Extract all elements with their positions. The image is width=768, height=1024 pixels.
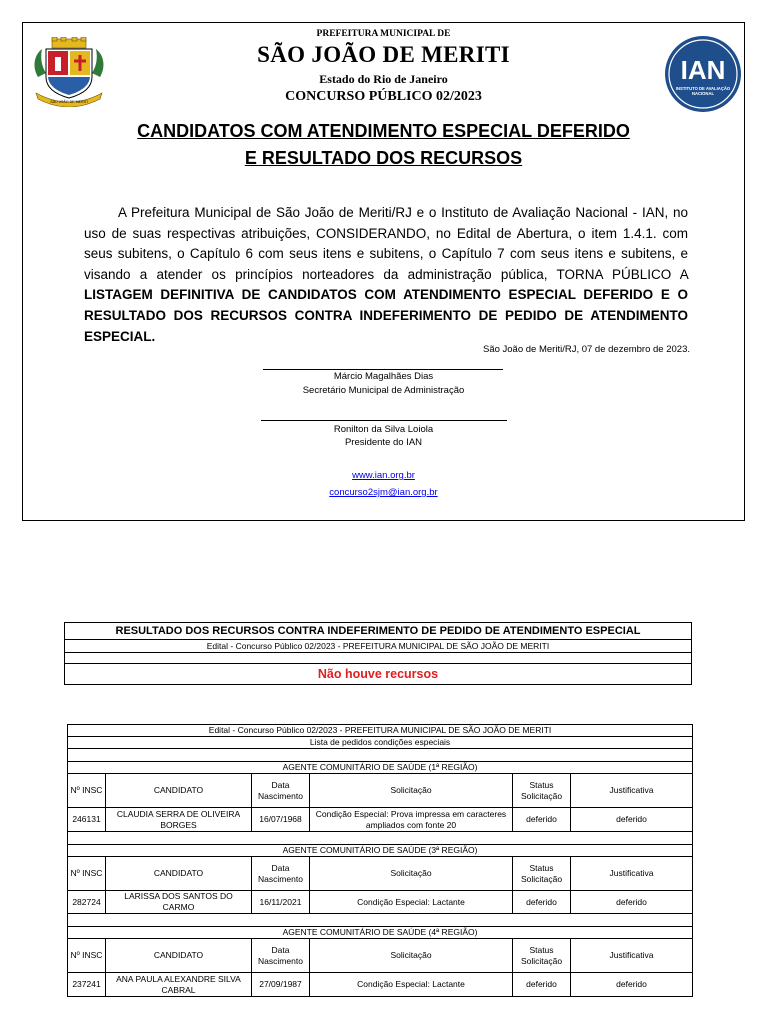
crest-motto: SÃO JOÃO DE MERITI — [50, 100, 88, 104]
cell-justificativa: deferido — [571, 973, 693, 997]
col-candidato: CANDIDATO — [106, 857, 252, 891]
col-candidato: CANDIDATO — [106, 939, 252, 973]
cell-nascimento: 16/11/2021 — [252, 891, 310, 914]
cell-solicitacao: Condição Especial: Lactante — [310, 973, 513, 997]
table-row — [68, 808, 693, 832]
column-header-row — [68, 774, 693, 808]
cell-justificativa: deferido — [571, 891, 693, 914]
col-nascimento: Data Nascimento — [252, 857, 310, 891]
col-status: Status Solicitação — [513, 857, 571, 891]
header-box — [22, 22, 745, 521]
cell-candidato: LARISSA DOS SANTOS DO CARMO — [106, 891, 252, 914]
ian-logo-caption-1: INSTITUTO DE AVALIAÇÃO — [675, 86, 731, 91]
column-header-row — [68, 857, 693, 891]
document-title-line-2: E RESULTADO DOS RECURSOS — [244, 148, 523, 168]
empty-row — [68, 832, 693, 845]
cell-status: deferido — [513, 891, 571, 914]
col-justificativa: Justificativa — [571, 774, 693, 808]
signature-line-2 — [261, 420, 507, 421]
header-state: Estado do Rio de Janeiro — [319, 72, 448, 86]
cell-status: deferido — [513, 973, 571, 997]
candidates-table — [67, 724, 693, 997]
cell-candidato: ANA PAULA ALEXANDRE SILVA CABRAL — [106, 973, 252, 997]
col-solicitacao: Solicitação — [310, 774, 513, 808]
col-status: Status Solicitação — [513, 939, 571, 973]
group-title: AGENTE COMUNITÁRIO DE SAÚDE (4ª REGIÃO) — [68, 927, 693, 939]
website-link[interactable]: www.ian.org.br — [352, 470, 415, 481]
cell-solicitacao: Condição Especial: Lactante — [310, 891, 513, 914]
empty-row — [68, 749, 693, 762]
group-title: AGENTE COMUNITÁRIO DE SAÚDE (3ª REGIÃO) — [68, 845, 693, 857]
candidates-list-title: Lista de pedidos condições especiais — [68, 737, 693, 749]
signature-1-name: Márcio Magalhães Dias — [333, 371, 434, 382]
cell-nascimento: 16/07/1968 — [252, 808, 310, 832]
cell-insc: 246131 — [68, 808, 106, 832]
ian-logo-text: IAN — [680, 55, 726, 85]
group-title: AGENTE COMUNITÁRIO DE SAÚDE (1ª REGIÃO) — [68, 762, 693, 774]
signature-2-name: Ronilton da Silva Loiola — [333, 424, 434, 435]
col-justificativa: Justificativa — [571, 857, 693, 891]
header-prefeitura: PREFEITURA MUNICIPAL DE — [316, 29, 451, 39]
cell-status: deferido — [513, 808, 571, 832]
col-nascimento: Data Nascimento — [252, 939, 310, 973]
cell-candidato: CLAUDIA SERRA DE OLIVEIRA BORGES — [106, 808, 252, 832]
col-justificativa: Justificativa — [571, 939, 693, 973]
header-city: SÃO JOÃO DE MERITI — [257, 42, 510, 67]
header-contest: CONCURSO PÚBLICO 02/2023 — [285, 89, 482, 104]
col-insc: Nº INSC — [68, 774, 106, 808]
column-header-row — [68, 939, 693, 973]
recursos-empty-row — [65, 653, 692, 664]
email-link[interactable]: concurso2sjm@ian.org.br — [329, 487, 438, 498]
table-row — [68, 973, 693, 997]
body-paragraph-plain: A Prefeitura Municipal de São João de Meriti/RJ e o Instituto de Avaliação Nacional - IAN, no uso de suas respectivas atribuições, CONSIDERANDO, no Edital de Abertura, o item 1.4.1. com seus subitens, o Capítulo 6 com seus itens e subitens, o Capítulo 7 com seus itens e subitens, e visando a atender os princípios norteadores da administração pública, TORNA PÚBLICO A — [84, 205, 688, 282]
col-insc: Nº INSC — [68, 857, 106, 891]
empty-row — [68, 914, 693, 927]
recursos-title: RESULTADO DOS RECURSOS CONTRA INDEFERIMENTO DE PEDIDO DE ATENDIMENTO ESPECIAL — [65, 623, 692, 640]
cell-nascimento: 27/09/1987 — [252, 973, 310, 997]
cell-insc: 282724 — [68, 891, 106, 914]
candidates-edital: Edital - Concurso Público 02/2023 - PREFEITURA MUNICIPAL DE SÃO JOÃO DE MERITI — [68, 725, 693, 737]
cell-insc: 237241 — [68, 973, 106, 997]
body-paragraph — [84, 203, 688, 347]
body-paragraph-bold: LISTAGEM DEFINITIVA DE CANDIDATOS COM ATENDIMENTO ESPECIAL DEFERIDO E O RESULTADO DOS RECURSOS CONTRA INDEFERIMENTO DE PEDIDO DE ATENDIMENTO ESPECIAL. — [84, 287, 688, 344]
col-status: Status Solicitação — [513, 774, 571, 808]
signature-line-1 — [263, 369, 503, 370]
recursos-table — [64, 622, 692, 685]
signature-1-role: Secretário Municipal de Administração — [302, 385, 465, 396]
document-title-line-1: CANDIDATOS COM ATENDIMENTO ESPECIAL DEFERIDO — [137, 121, 630, 141]
cell-justificativa: deferido — [571, 808, 693, 832]
ian-logo-caption-2: NACIONAL — [691, 91, 715, 96]
cell-solicitacao: Condição Especial: Prova impressa em caracteres ampliados com fonte 20 — [310, 808, 513, 832]
signature-2-role: Presidente do IAN — [344, 437, 423, 448]
date-line: São João de Meriti/RJ, 07 de dezembro de 2023. — [482, 344, 690, 355]
recursos-result: Não houve recursos — [65, 664, 692, 685]
col-solicitacao: Solicitação — [310, 939, 513, 973]
col-candidato: CANDIDATO — [106, 774, 252, 808]
col-nascimento: Data Nascimento — [252, 774, 310, 808]
col-solicitacao: Solicitação — [310, 857, 513, 891]
recursos-subtitle: Edital - Concurso Público 02/2023 - PREFEITURA MUNICIPAL DE SÃO JOÃO DE MERITI — [65, 640, 692, 653]
table-row — [68, 891, 693, 914]
col-insc: Nº INSC — [68, 939, 106, 973]
